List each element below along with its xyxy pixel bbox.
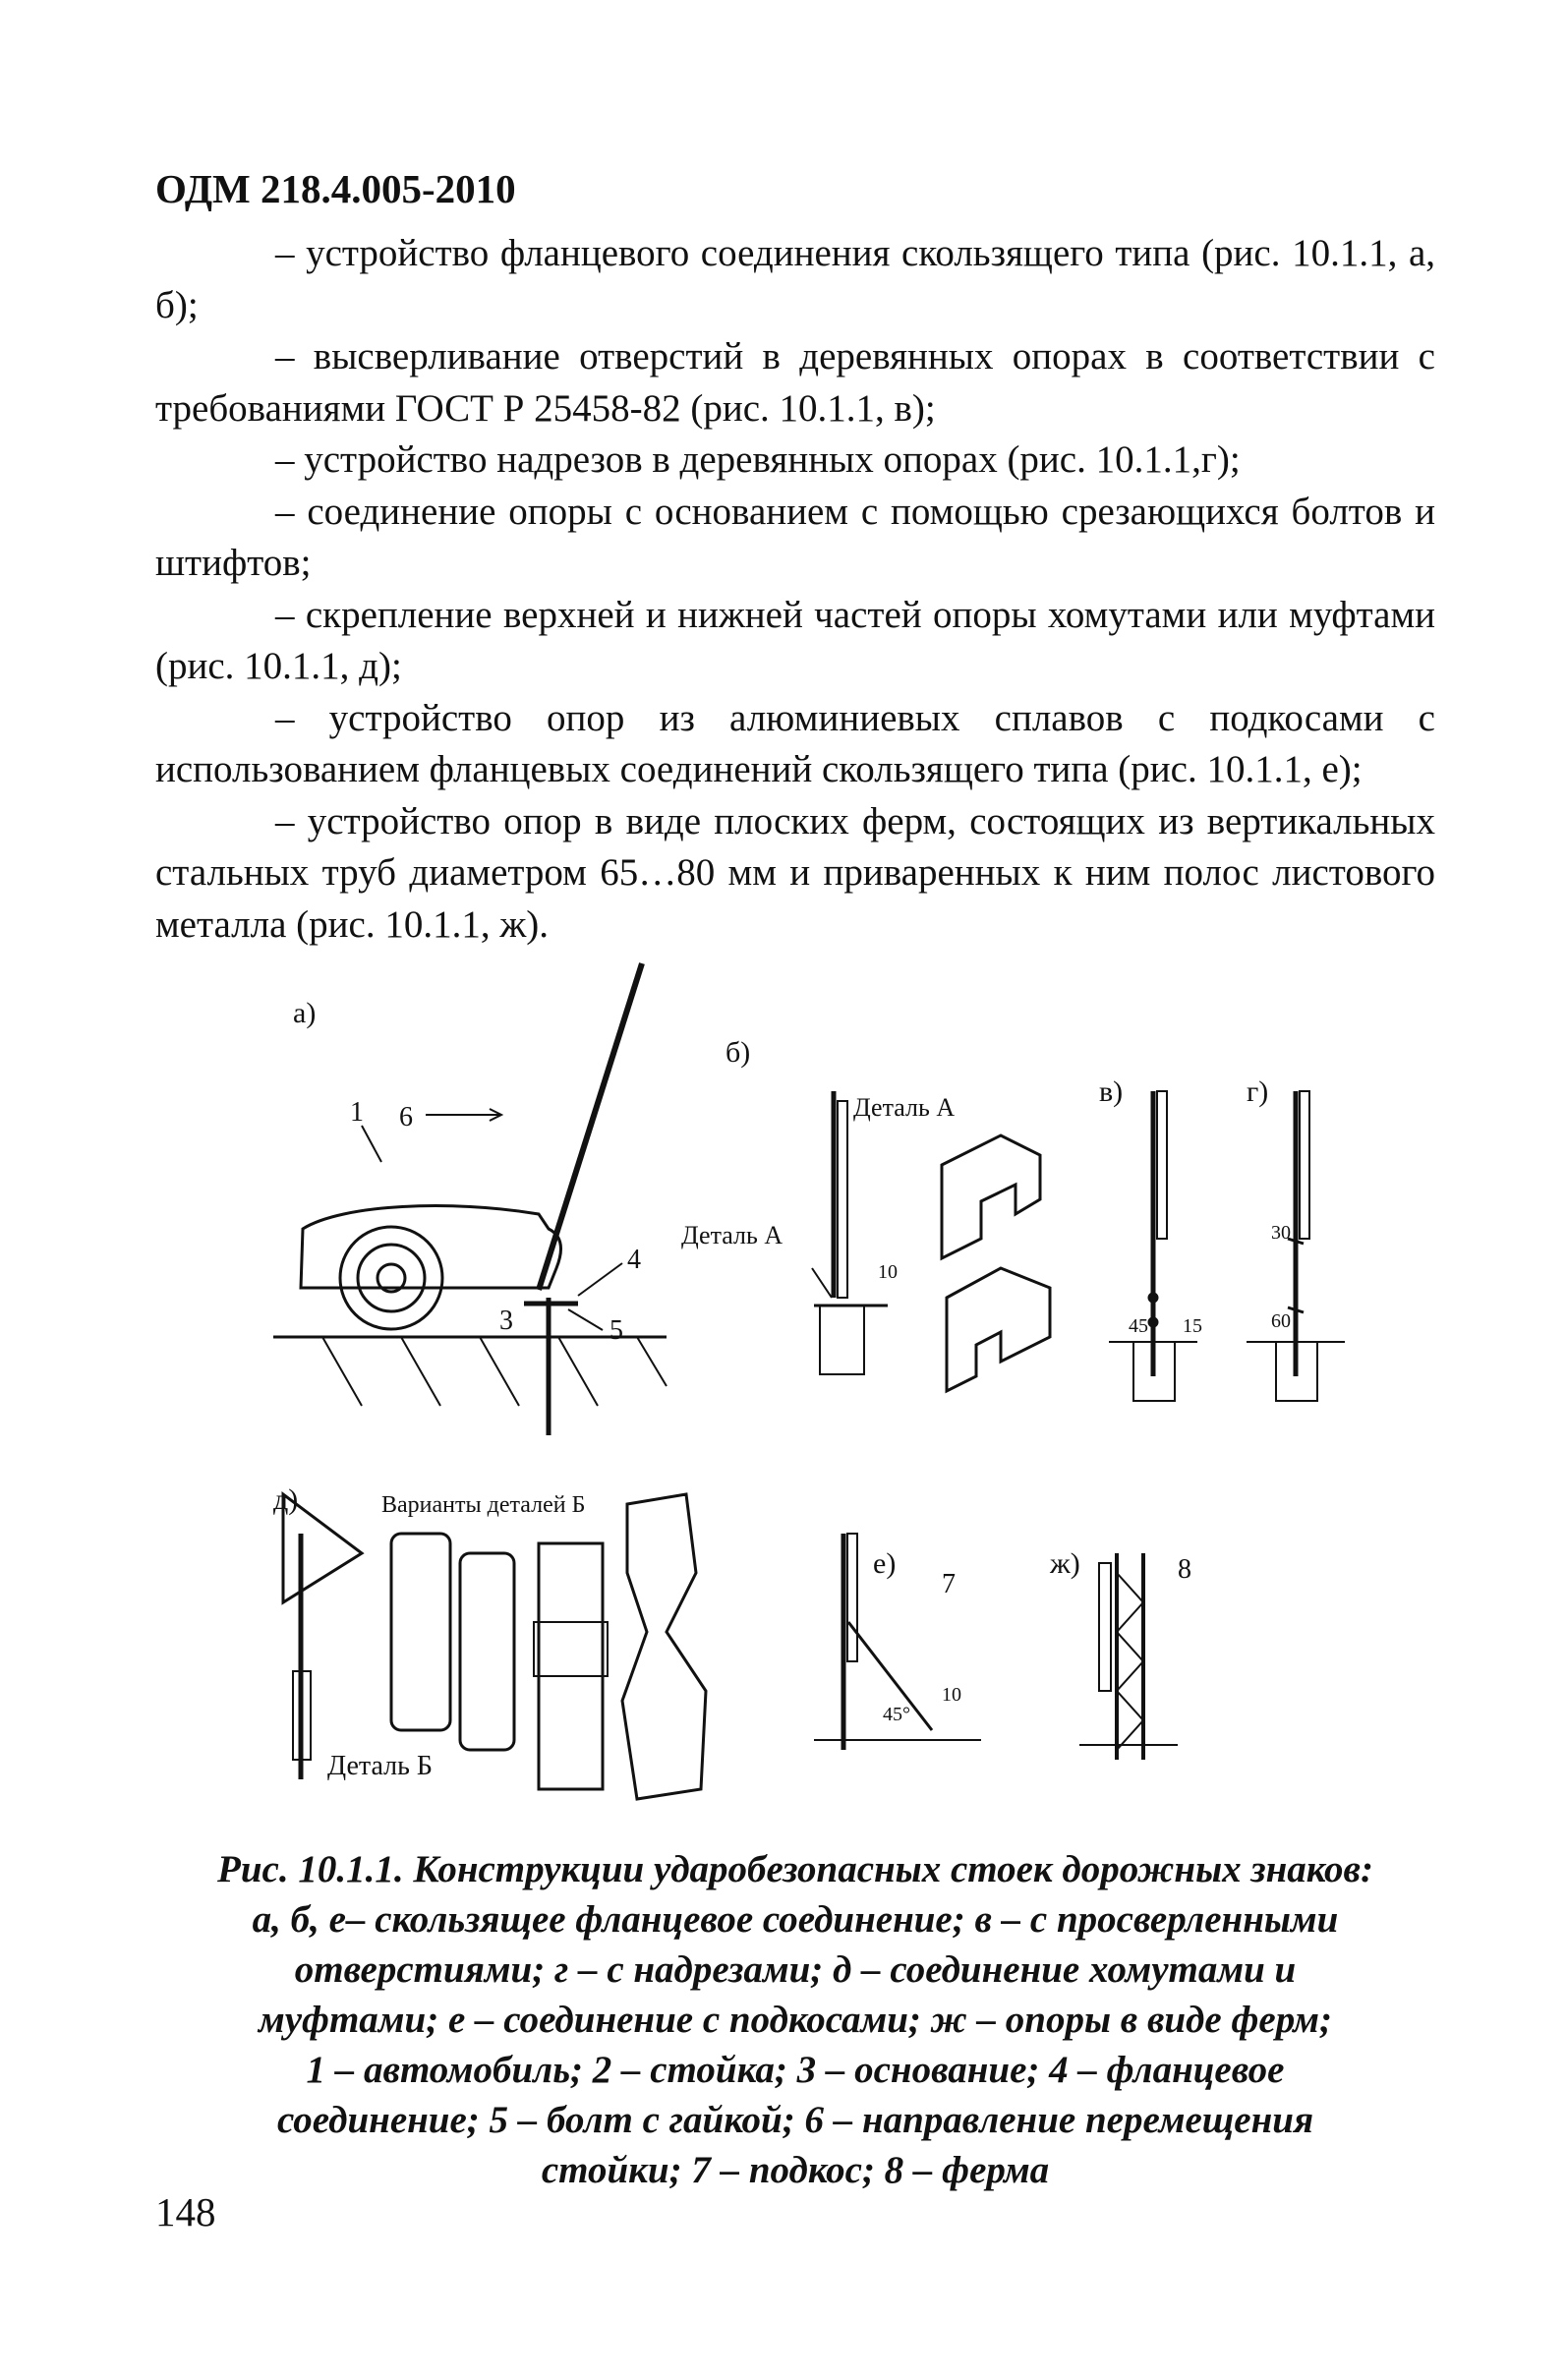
dimension-30-g: 30 (1271, 1222, 1291, 1244)
leader-line-1 (362, 1126, 381, 1162)
panel-label-b: б) (725, 1036, 751, 1069)
sign-plate (838, 1101, 847, 1298)
list-item: – высверливание отверстий в деревянных опорах в соответствии с требованиями ГОСТ Р 25458-82 (рис. 10.1.1, в); (155, 335, 1435, 430)
panel-label-zh: ж) (1050, 1547, 1080, 1580)
sign-plate-e (847, 1534, 857, 1661)
dimension-10-e: 10 (942, 1684, 961, 1706)
ground-hatching (322, 1337, 667, 1406)
leader-detail-a (812, 1268, 832, 1298)
detail-a-top-label: Деталь А (853, 1093, 956, 1122)
dimension-15-v: 15 (1183, 1315, 1202, 1337)
label-number-7: 7 (942, 1569, 956, 1599)
leader-line-4 (578, 1263, 622, 1296)
panel-label-g: г) (1247, 1075, 1269, 1108)
leader-line-5 (568, 1309, 603, 1330)
truss-web (1117, 1573, 1143, 1750)
panel-label-a: а) (293, 997, 317, 1029)
wooden-post-coupling (622, 1494, 706, 1799)
panel-v-drawing (1109, 1091, 1197, 1401)
sign-post-falling (539, 963, 642, 1290)
detail-b-label: Деталь Б (327, 1751, 433, 1781)
car-wheel-rim (358, 1245, 425, 1311)
figure-drawing (254, 944, 1433, 1829)
panel-label-e: е) (873, 1547, 897, 1580)
variants-b-label: Варианты деталей Б (381, 1492, 586, 1518)
figure-caption (155, 1844, 1435, 2195)
list-item: – устройство опор из алюминиевых сплавов с подкосами с использованием фланцевых соединений скользящего типа (рис. 10.1.1, е); (155, 696, 1435, 790)
figure-10-1-1 (254, 944, 1433, 1829)
panel-zh-drawing (1079, 1553, 1178, 1760)
sign-plate-zh (1099, 1563, 1111, 1691)
caption-line: Рис. 10.1.1. Конструкции ударобезопасных стоек дорожных знаков: (217, 1848, 1373, 1890)
panel-label-v: в) (1099, 1075, 1124, 1108)
page-number: 148 (155, 2189, 216, 2235)
label-number-6: 6 (399, 1102, 413, 1132)
clamp-variant-2 (460, 1553, 514, 1750)
list-item: – устройство фланцевого соединения скользящего типа (рис. 10.1.1, а, б); (155, 232, 1435, 326)
dimension-angle-45-e: 45° (883, 1704, 910, 1725)
list-item: – скрепление верхней и нижней частей опоры хомутами или муфтами (рис. 10.1.1, д); (155, 593, 1435, 687)
dimension-10-b: 10 (878, 1261, 898, 1283)
caption-line: стойки; 7 – подкос; 8 – ферма (541, 2149, 1050, 2191)
caption-line: соединение; 5 – болт с гайкой; 6 – направление перемещения (276, 2099, 1314, 2141)
detail-a-left-label: Деталь А (681, 1221, 784, 1249)
label-number-5: 5 (609, 1315, 623, 1346)
document-code-header: ОДМ 218.4.005-2010 (155, 166, 516, 211)
label-number-1: 1 (350, 1097, 364, 1128)
foundation-b (820, 1306, 864, 1374)
drilled-hole (1149, 1294, 1157, 1302)
caption-line: отверстиями; г – с надрезами; д – соединение хомутами и (294, 1948, 1297, 1991)
detail-a-upper-part (942, 1135, 1040, 1258)
clamp-variant-1 (391, 1534, 450, 1730)
drilled-hole (1149, 1318, 1157, 1326)
panel-g-drawing (1247, 1091, 1345, 1401)
panel-label-d: д) (273, 1483, 299, 1516)
list-item: – устройство надрезов в деревянных опорах (рис. 10.1.1,г); (275, 438, 1241, 481)
list-item: – соединение опоры с основанием с помощью срезающихся болтов и штифтов; (155, 490, 1435, 584)
caption-line: 1 – автомобиль; 2 – стойка; 3 – основание; 4 – фланцевое (306, 2049, 1285, 2091)
detail-a-lower-part (947, 1268, 1050, 1391)
body-text (155, 228, 1435, 951)
label-number-8: 8 (1178, 1554, 1191, 1585)
list-item: – устройство опор в виде плоских ферм, состоящих из вертикальных стальных труб диаметром 65…80 мм и приваренных к ним полос листового металла (рис. 10.1.1, ж). (155, 799, 1435, 946)
dimension-45-v: 45 (1129, 1315, 1148, 1337)
label-number-4: 4 (627, 1245, 641, 1275)
coupling-variant-3 (539, 1543, 603, 1789)
coupling-sleeve (534, 1622, 608, 1676)
sign-plate-g (1300, 1091, 1309, 1239)
caption-line: муфтами; е – соединение с подкосами; ж – опоры в виде ферм; (259, 1999, 1332, 2041)
label-number-3: 3 (499, 1306, 513, 1336)
caption-line: а, б, е– скользящее фланцевое соединение; в – с просверленными (252, 1898, 1339, 1941)
sign-plate-v (1157, 1091, 1167, 1239)
panel-a-drawing (273, 963, 667, 1435)
car-wheel-outer (340, 1227, 442, 1329)
panel-b-drawing (812, 1091, 1050, 1391)
dimension-60-g: 60 (1271, 1310, 1291, 1332)
